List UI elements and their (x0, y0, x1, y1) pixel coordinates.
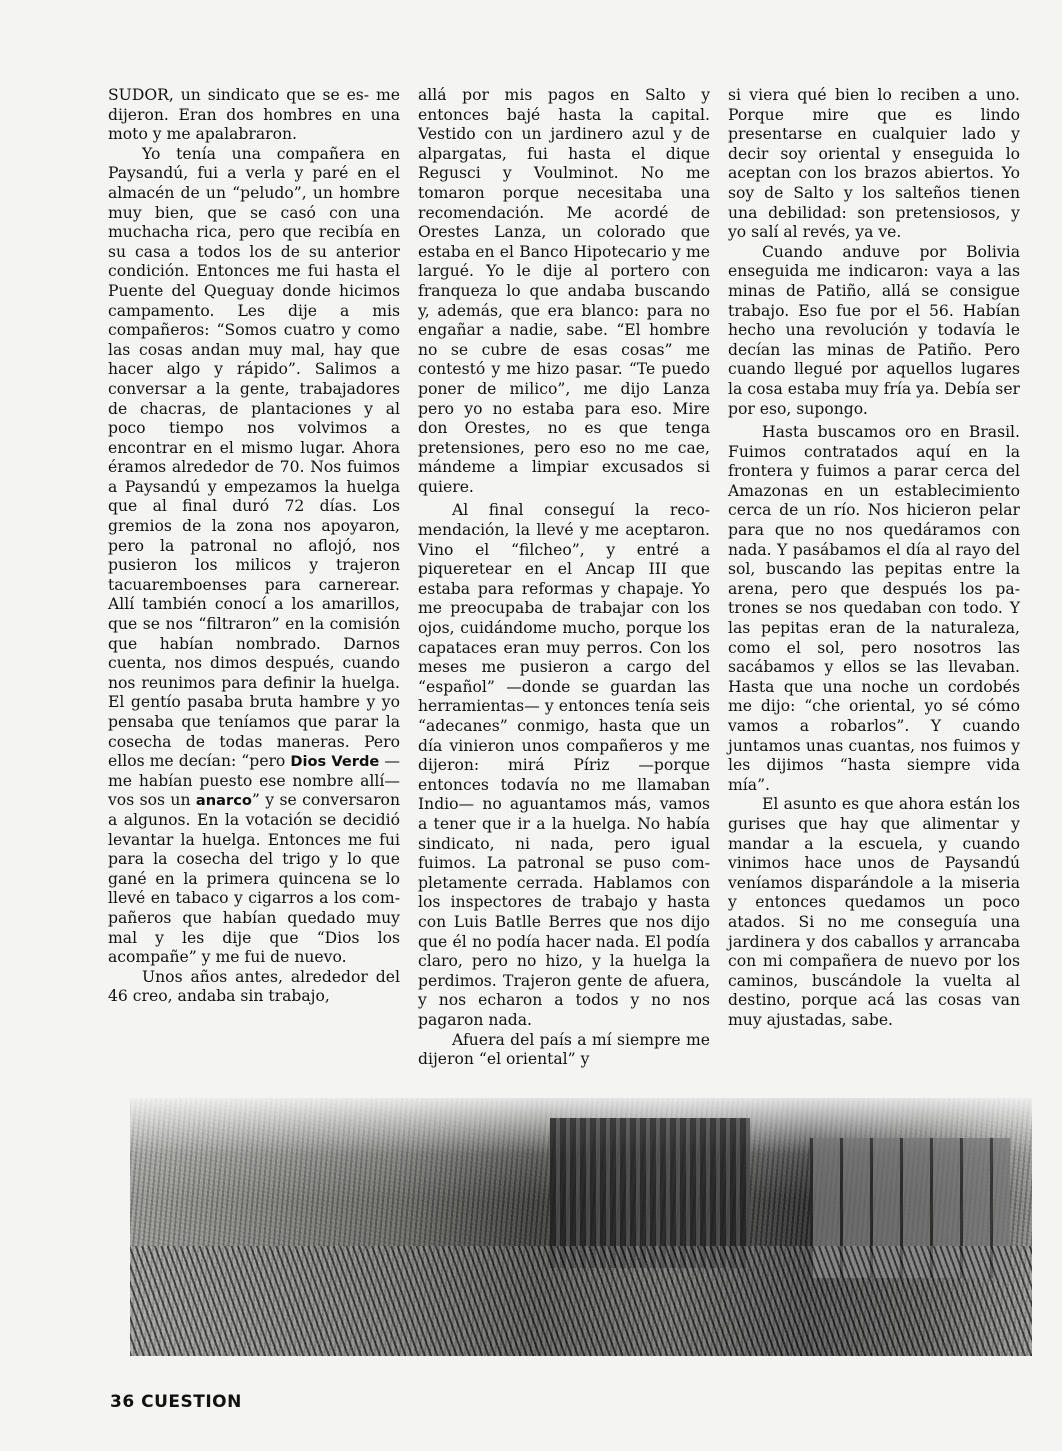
text-run: Afuera del país a mí siempre me dijeron “el oriental” y (418, 1030, 710, 1069)
bold-text: anarco (195, 792, 252, 810)
text-run: Cuando anduve por Bolivia enseguida me indicaron: vaya a las minas de Patiño, allá se consigue trabajo. Eso fue por el 56. Habían hecho una revolución y todavía le decían las minas de Patiño. Pero cuando llegué por aquellos lugares la cosa estaba muy fría ya. Debía ser por eso, supongo. (728, 242, 1020, 418)
paragraph (108, 145, 400, 968)
text-column-2 (418, 86, 710, 1070)
text-run: si viera qué bien lo reciben a uno. Porque mire que es lindo presentarse en cualquier lado y decir soy oriental y enseguida lo aceptan con los brazos abiertos. Yo soy de Salto y los salteños tienen una debilidad: son pretensiosos, y yo salí al revés, ya ve. (728, 86, 1020, 242)
photo-ground (130, 1246, 1032, 1356)
paragraph (418, 501, 710, 1030)
paragraph (108, 86, 400, 145)
paragraph (418, 86, 710, 497)
paragraph (728, 423, 1020, 795)
text-run: ” y se conversaron a algunos. En la votación se decidió levantar la huelga. Entonces me fui para la cosecha del trigo y lo que gané en la primera quincena se lo llevé en tabaco y cigarros a los compañeros que habían quedado muy mal y les dije que “Dios los acompañe” y me fui de nuevo. (108, 791, 400, 967)
paragraph (108, 968, 400, 1007)
text-run: SUDOR, un sindicato que se es- me dijeron. Eran dos hombres en una moto y me apalabraron. (108, 86, 400, 144)
bold-text: Dios Verde (290, 753, 380, 771)
page-number: 36 (110, 1392, 135, 1412)
text-column-3 (728, 86, 1020, 1031)
text-column-1 (108, 86, 400, 1007)
text-run: Hasta buscamos oro en Brasil. Fuimos contratados aquí en la frontera y fuimos a parar cerca del Amazonas en un establecimiento cerca de un río. Nos hicieron pelar para que no nos quedáramos con nada. Y pasábamos el día al rayo del sol, buscando las pepitas entre la arena, pero que después los patrones se nos quedaban con todo. Y las pepitas eran de la naturaleza, como el sol, pero nosotros las sacábamos y ellos se las llevaban. Hasta que una noche un cordobés me dijo: “che oriental, yo sé cómo vamos a robarlos”. Y cuando juntamos unas cuantas, nos fuimos y les dijimos “hasta siempre vida mía”. (728, 423, 1020, 794)
text-run: Yo tenía una compañera en Paysandú, fui a verla y paré en el almacén de un “peludo”, un hombre muy bien, que se casó con una muchacha rica, pero que recibía en su casa a todos los de su anterior condición. Entonces me fui hasta el Puente del Queguay donde hicimos campamento. Les dije a mis compañeros: “Somos cuatro y como las cosas andan muy mal, hay que hacer algo y rápido”. Salimos a conversar a la gente, trabajadores de chacras, de plantaciones y al poco tiempo nos volvimos a encontrar en el mismo lugar. Ahora éramos alrededor de 70. Nos fuimos a Paysandú y empezamos la huelga que al final duró 72 días. Los gremios de la zona nos apoyaron, pero la patronal no aflojó, nos pusieron los milicos y trajeron tacuaremboenses para carnerear. Allí también conocí a los amarillos, que se nos “filtraron” en la comisión que habían nombrado. Darnos cuenta, nos dimos después, cuando nos reunimos para definir la huelga. El gentío pasaba bruta hambre y yo pensaba que teníamos que parar la cosecha de todas maneras. Pero ellos me decían: “pero (108, 144, 400, 771)
page-footer (110, 1392, 242, 1412)
text-run: El asunto es que ahora están los gurises que hay que alimentar y mandar a la escuela, y cuando vinimos hace unos de Paysandú veníamos disparándole a la miseria y entonces quedamos un poco atados. Si no me conseguía una jardinera y dos caballos y arrancaba con mi compañera de nuevo por los caminos, buscándole la vuelta al destino, porque acá las cosas van muy ajustadas, sabe. (728, 795, 1020, 1029)
magazine-name: CUESTION (141, 1392, 242, 1412)
paragraph (728, 86, 1020, 243)
paragraph (418, 1031, 710, 1070)
text-run: Al final conseguí la recomendación, la llevé y me aceptaron. Vino el “filcheo”, y entré a piqueretear en el Ancap III que estaba para reformas y chapaje. Yo me preocupaba de trabajar con los ojos, cuidándome mucho, porque los capataces eran muy perros. Con los meses me pusieron a cargo del “español” —donde se guardan las herramientas— y entonces tenía seis “adecanes” conmigo, hasta que un día vinieron unos compañeros y me dijeron: mirá Píriz —porque entonces todavía no me llamaban Indio— no aguantamos más, vamos a tener que ir a la huelga. No había sindicato, ni nada, pero igual fuimos. La patronal se puso completamente cerrada. Hablamos con los inspectores de trabajo y hasta con Luis Batlle Berres que nos dijo que él no podía hacer nada. El podía claro, pero no hizo, y la huelga la perdimos. Trajeron gente de afuera, y nos echaron a todos y no nos pagaron nada. (418, 501, 710, 1029)
paragraph (728, 795, 1020, 1030)
photograph (130, 1098, 1032, 1356)
paragraph (728, 243, 1020, 419)
text-run: Unos años antes, alrededor del 46 creo, andaba sin trabajo, (108, 967, 400, 1006)
text-run: allá por mis pagos en Salto y entonces bajé hasta la capital. Vestido con un jardinero azul y de alpargatas, fui hasta el dique Regusci y Voulminot. No me tomaron porque necesitaba una recomendación. Me acordé de Orestes Lanza, un colorado que estaba en el Banco Hipotecario y me largué. Yo le dije al portero con franqueza lo que andaba buscando y, además, que era blanco: para no engañar a nadie, sabe. “El hombre no se cubre de esas cosas” me contestó y me hizo pasar. “Te puedo poner de milico”, me dijo Lanza pero yo no estaba para eso. Mire don Orestes, no es que tenga pretensiones, pero eso no me cae, mándeme a limpiar excusados si quiere. (418, 86, 710, 496)
text-run: —me habían puesto ese nombre allí— vos sos un (108, 752, 400, 810)
